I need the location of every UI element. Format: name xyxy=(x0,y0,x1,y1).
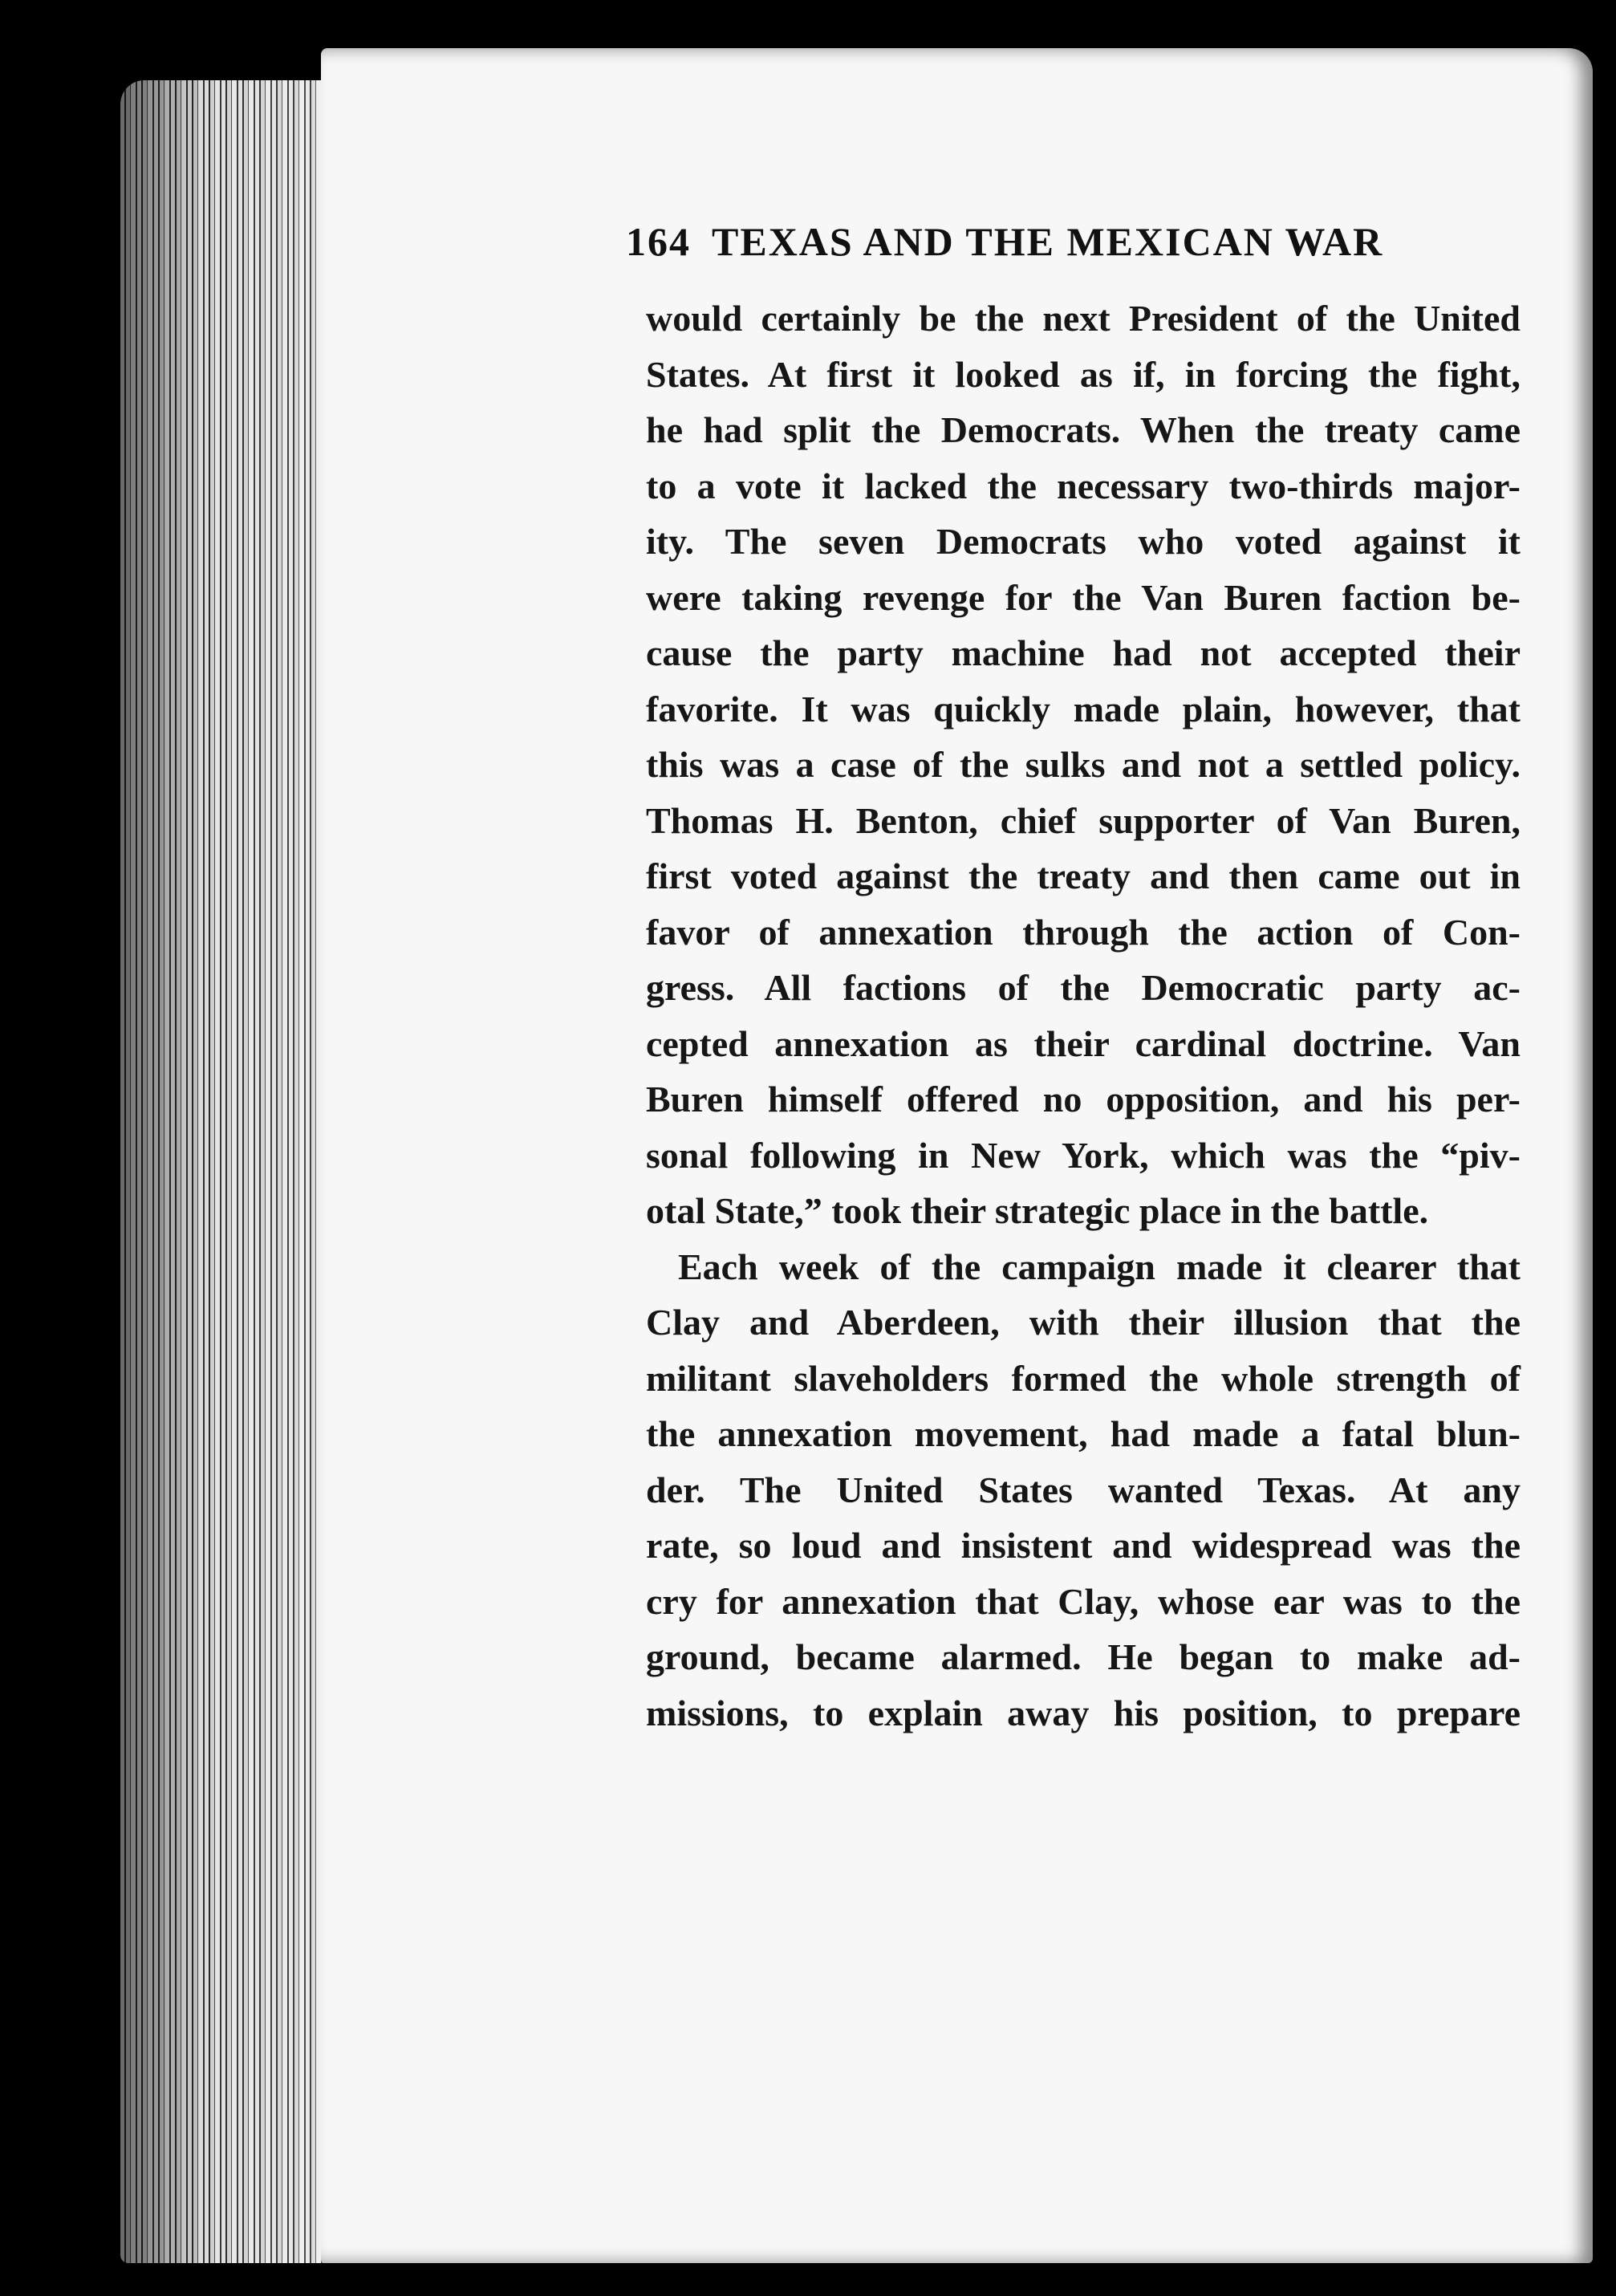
text-line: otal State,” took their strategic place in the battle. xyxy=(646,1190,1429,1231)
running-head xyxy=(626,218,1508,274)
text-line: first voted against the treaty and then came out in xyxy=(646,855,1521,896)
text-line: favor of annexation through the action of Con- xyxy=(646,911,1521,953)
page-number: 164 xyxy=(626,219,691,264)
text-line: Buren himself offered no opposition, and his per- xyxy=(646,1079,1521,1120)
text-line: cepted annexation as their cardinal doctrine. Van xyxy=(646,1022,1521,1064)
text-line: States. At first it looked as if, in forcing the fight, xyxy=(646,353,1521,395)
text-line: rate, so loud and insistent and widespread was the xyxy=(646,1525,1521,1566)
text-line: cry for annexation that Clay, whose ear was to the xyxy=(646,1580,1521,1622)
text-line: sonal following in New York, which was the “piv- xyxy=(646,1134,1521,1176)
text-line: this was a case of the sulks and not a settled policy. xyxy=(646,744,1521,785)
text-line: ground, became alarmed. He began to make ad- xyxy=(646,1636,1521,1677)
text-line: militant slaveholders formed the whole strength of xyxy=(646,1357,1521,1399)
text-line: to a vote it lacked the necessary two-thirds major- xyxy=(646,465,1521,506)
text-line: were taking revenge for the Van Buren faction be- xyxy=(646,576,1521,618)
text-line: ity. The seven Democrats who voted against it xyxy=(646,521,1521,562)
text-line: favorite. It was quickly made plain, however, that xyxy=(646,688,1521,729)
running-head-title: TEXAS AND THE MEXICAN WAR xyxy=(712,219,1384,264)
text-line: missions, to explain away his position, to prepare xyxy=(646,1692,1521,1733)
book-page-edges xyxy=(120,80,337,2263)
text-line: Clay and Aberdeen, with their illusion that the xyxy=(646,1302,1521,1343)
text-line: he had split the Democrats. When the treaty came xyxy=(646,409,1521,450)
body-text xyxy=(646,291,1521,1741)
text-line: Each week of the campaign made it clearer that xyxy=(678,1246,1521,1287)
text-line: the annexation movement, had made a fatal blun- xyxy=(646,1413,1521,1454)
text-line: gress. All factions of the Democratic party ac- xyxy=(646,967,1521,1008)
text-line: would certainly be the next President of the United xyxy=(646,298,1521,339)
text-line: der. The United States wanted Texas. At any xyxy=(646,1469,1521,1510)
text-line: cause the party machine had not accepted their xyxy=(646,632,1521,673)
text-line: Thomas H. Benton, chief supporter of Van Buren, xyxy=(646,799,1521,841)
